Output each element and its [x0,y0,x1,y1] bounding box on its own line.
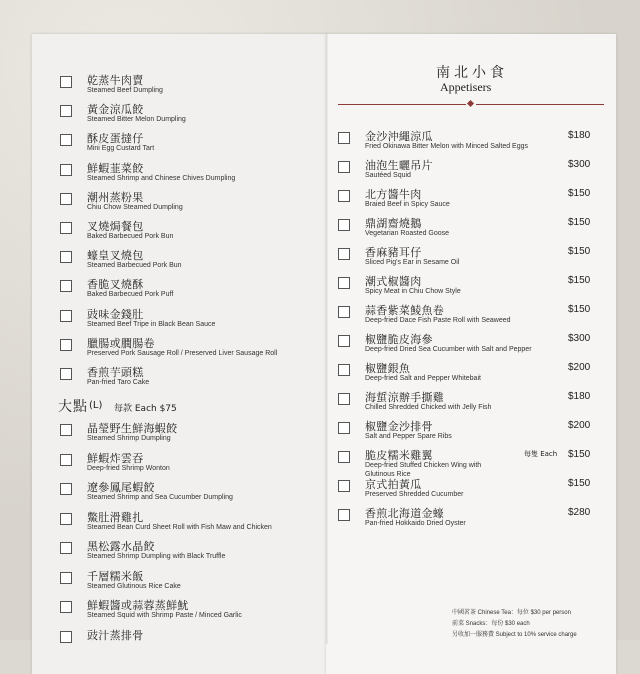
menu-item-name-zh: 北方醬牛肉 [365,188,422,201]
menu-item-name-zh: 香煎芋頭糕 [87,366,144,379]
order-checkbox[interactable] [60,368,72,380]
menu-item-name-en: Preserved Pork Sausage Roll / Preserved Liver Sausage Roll [87,349,278,357]
order-checkbox[interactable] [338,393,350,405]
order-checkbox[interactable] [60,339,72,351]
appetisers-title-en: Appetisers [440,80,492,94]
order-checkbox[interactable] [338,161,350,173]
menu-item-price: $150 [568,246,591,257]
order-checkbox[interactable] [60,222,72,234]
menu-item-name-en: Steamed Shrimp Dumpling [87,435,171,442]
menu-item-name-zh: 鮮蝦醬或蒜蓉蒸鮮魷 [87,599,189,612]
large-section-size: (L) [89,400,103,411]
order-checkbox[interactable] [338,219,350,231]
menu-item-price: $150 [568,188,591,199]
menu-item-name-zh: 千層糯米飯 [87,569,144,583]
menu-item-price: $300 [568,333,591,344]
menu-item-name-zh: 椒鹽銀魚 [365,362,411,375]
menu-item-name-zh: 蠔皇叉燒包 [87,249,144,263]
menu-item-name-zh: 潮式椒醬肉 [365,275,422,288]
menu-item-name-en: Steamed Beef Tripe in Black Bean Sauce [87,320,216,328]
menu-item-name-zh: 叉燒焗餐包 [87,220,144,233]
menu-item-name-en: Steamed Glutinous Rice Cake [87,582,181,590]
menu-item-name-zh: 脆皮糯米雞翼 [365,449,433,462]
menu-item-name-en: Baked Barbecued Pork Puff [87,291,174,299]
menu-item-price: $150 [568,217,591,228]
menu-item-name-en: Baked Barbecued Pork Bun [87,233,174,240]
menu-item-name-zh: 京式拍黃瓜 [365,478,422,491]
menu-item-price: $150 [568,275,591,286]
menu-item-price: $200 [568,420,591,431]
menu-item-name-en: Pan-fried Hokkaido Dried Oyster [365,520,466,527]
order-checkbox[interactable] [338,364,350,376]
menu-item-price: $150 [568,449,591,460]
section-divider-right [476,104,604,105]
menu-item-name-en: Chiu Chow Steamed Dumpling [87,203,183,211]
menu-item-name-en: Braied Beef in Spicy Sauce [365,201,450,208]
menu-item-price: $150 [568,304,591,315]
menu-item-price: $300 [568,159,591,170]
menu-item-name-en: Sautéed Squid [365,172,411,179]
section-divider-left [338,104,466,105]
menu-item-name-en: Steamed Bean Curd Sheet Roll with Fish Maw and Chicken [87,523,272,531]
menu-item-name-en: Spicy Meat in Chiu Chow Style [365,288,461,295]
menu-item-name-zh: 潮州蒸粉果 [87,190,144,204]
large-section-price: 每款 Each $75 [114,404,177,414]
order-checkbox[interactable] [338,248,350,260]
menu-item-name-zh: 鱉肚滑雞扎 [87,510,144,524]
order-checkbox[interactable] [338,132,350,144]
footnote-snacks: 前菜 Snacks：每份 $30 each [452,621,530,627]
menu-item-name-zh: 蒜香紫菜鯪魚卷 [365,304,445,317]
order-checkbox[interactable] [338,422,350,434]
menu-item-name-en: Mini Egg Custard Tart [87,145,155,153]
menu-item-name-zh: 臘腸或膶腸卷 [87,336,155,350]
order-checkbox[interactable] [60,251,72,263]
order-checkbox[interactable] [338,335,350,347]
menu-item-name-zh: 豉味金錢肚 [87,307,144,321]
menu-item-price: $200 [568,362,591,373]
menu-item-name-en: Vegetarian Roasted Goose [365,230,450,237]
menu-item-name-zh: 晶瑩野生鮮海蝦餃 [87,422,178,435]
order-checkbox[interactable] [60,631,72,643]
order-checkbox[interactable] [338,277,350,289]
menu-item-name-en: Chilled Shredded Chicked with Jelly Fish [365,404,492,411]
menu-item-name-en: Deep-fried Stuffed Chicken Wing with [365,462,482,469]
menu-item-name-en: Deep-fried Salt and Pepper Whitebait [365,375,481,382]
menu-item-name-zh: 香麻豬耳仔 [365,246,422,259]
menu-item-name-en: Sliced Pig's Ear in Sesame Oil [365,259,460,266]
menu-item-name-zh: 遼參鳳尾蝦餃 [87,481,155,494]
menu-fold [326,34,328,644]
menu-item-name-zh: 鮮蝦韮菜餃 [87,161,144,175]
menu-item-price: $280 [568,507,591,518]
order-checkbox[interactable] [60,310,72,322]
menu-item-price: $180 [568,130,591,141]
order-checkbox[interactable] [60,105,72,117]
order-checkbox[interactable] [338,451,350,463]
order-checkbox[interactable] [60,424,72,436]
menu-item-name-zh: 椒鹽金沙排骨 [365,420,433,433]
menu-item-name-zh: 鮮蝦炸雲吞 [87,451,144,465]
order-checkbox[interactable] [60,193,72,205]
order-checkbox[interactable] [60,542,72,554]
footnote-tea: 中國茗茶 Chinese Tea：每位 $30 per person [452,610,571,616]
menu-item-name-en: Steamed Beef Dumpling [87,87,163,94]
order-checkbox[interactable] [338,480,350,492]
footnote-service: 另收加一服務費 Subject to 10% service charge [452,632,577,638]
per-piece-label: 每隻 Each [524,450,558,458]
order-checkbox[interactable] [60,483,72,495]
menu-item-name-zh: 豉汁蒸排骨 [87,628,144,642]
menu-item-name-en: Steamed Shrimp and Chinese Chives Dumpling [87,174,236,182]
menu-item-name-zh: 香脆叉燒酥 [87,278,144,292]
menu-item-price: $150 [568,478,591,489]
menu-item-name-zh: 黃金涼瓜餃 [87,103,144,117]
menu-item-name-zh: 鼎湖齋燒鵝 [365,217,422,230]
menu-item-name-zh: 酥皮蛋撻仔 [87,132,144,146]
menu-item-name-en: Salt and Pepper Spare Ribs [365,433,452,440]
order-checkbox[interactable] [60,76,72,88]
menu-item-name-zh: 金沙沖繩涼瓜 [365,130,433,143]
menu-item-name-zh: 乾蒸牛肉賣 [87,74,144,87]
order-checkbox[interactable] [60,601,72,613]
menu-item-name-en: Steamed Squid with Shrimp Paste / Minced Garlic [87,612,242,619]
large-section-title: 大點 [58,399,88,415]
menu-item-name-en: Steamed Shrimp and Sea Cucumber Dumpling [87,494,233,501]
order-checkbox[interactable] [60,454,72,466]
menu-item-name-zh: 油泡生曬吊片 [365,159,433,172]
order-checkbox[interactable] [60,513,72,525]
menu-item-name-en: Steamed Shrimp Dumpling with Black Truffle [87,553,226,560]
order-checkbox[interactable] [60,134,72,146]
menu-item-name-en: Fried Okinawa Bitter Melon with Minced Salted Eggs [365,143,529,150]
order-checkbox[interactable] [338,306,350,318]
order-checkbox[interactable] [60,280,72,292]
order-checkbox[interactable] [60,164,72,176]
menu-item-name-zh: 香煎北海道金蠔 [365,507,445,520]
menu-item-name-en: Steamed Barbecued Pork Bun [87,262,182,270]
menu-item-name-zh: 椒鹽脆皮海參 [365,333,433,346]
menu-item-name-en: Deep-fried Dried Sea Cucumber with Salt and Pepper [365,346,532,353]
menu-item-name-en: Deep-fried Dace Fish Paste Roll with Seaweed [365,317,511,324]
menu-item-name-en-line2: Glutinous Rice [365,471,411,478]
appetisers-title-zh: 南北小食 [436,65,508,81]
order-checkbox[interactable] [338,190,350,202]
order-checkbox[interactable] [60,572,72,584]
menu-item-name-zh: 黑松露水晶餃 [87,540,155,553]
menu-item-price: $180 [568,391,591,402]
menu-item-name-zh: 海蜇涼辦手撕雞 [365,391,445,404]
menu-item-name-en: Preserved Shredded Cucumber [365,491,464,498]
menu-item-name-en: Deep-fried Shrimp Wonton [87,464,170,472]
order-checkbox[interactable] [338,509,350,521]
menu-item-name-en: Pan-fried Taro Cake [87,379,150,386]
menu-item-name-en: Steamed Bitter Melon Dumpling [87,116,186,124]
